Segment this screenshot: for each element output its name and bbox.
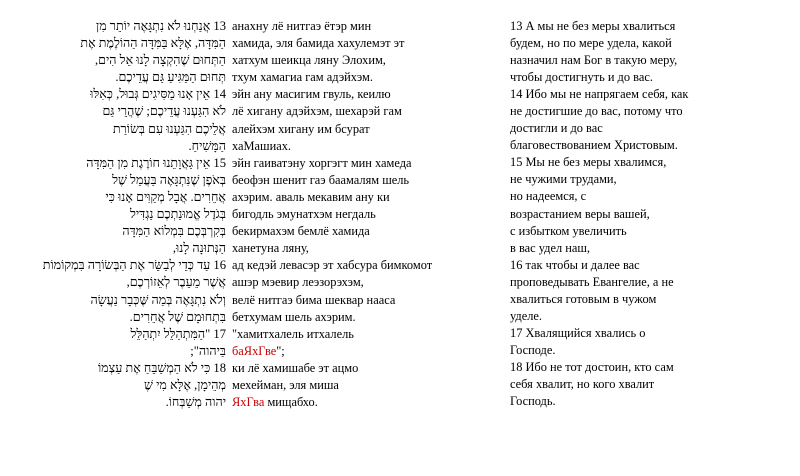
russian-line: будем, но по мере удела, какой [510, 36, 672, 51]
hebrew-line: לֹא הִגַּעְנוּ עֲדֵיכֶם; שֶׁהֲרֵי גַּם [102, 104, 226, 119]
transliteration-line [232, 343, 472, 360]
russian-line: не чужими трудами, [510, 172, 617, 187]
hebrew-line: הַתְּחוּם שֶׁהִקְצָה לָנוּ אֵל הִים, [94, 53, 226, 68]
russian-line: в вас удел наш, [510, 240, 590, 255]
transliteration-column [232, 18, 472, 411]
hebrew-line: 13 אֲנַחְנוּ לֹא נִתְגָּאֶה יוֹתֵר מִן [95, 19, 226, 33]
transliteration-line: хамида, эля бамида хахулемэт эт [232, 36, 405, 51]
russian-line: Господь. [510, 394, 556, 409]
russian-line: 16 так чтобы и далее вас [510, 257, 640, 272]
transliteration-line [232, 394, 472, 411]
transliteration-text: "хамитхалель итхалель [232, 326, 354, 341]
hebrew-line: אֲלֵיכֶם הִגַּעְנוּ עִם בְּשׂוֹרַת [112, 121, 226, 136]
russian-line: с избытком увеличить [510, 223, 627, 238]
transliteration-line: хаМашиах. [232, 138, 292, 153]
russian-line: назначил нам Бог в такую меру, [510, 53, 678, 68]
transliteration-line: бигодль эмунатхэм негдаль [232, 207, 376, 222]
hebrew-line: הַנְּתוּנָה לָנוּ, [172, 241, 226, 256]
divine-name: баЯхГве [232, 343, 277, 358]
russian-line: проповедывать Евангелие, а не [510, 274, 674, 289]
hebrew-line: 16 עַד כְּדֵי לְבַשֵּׂר אֶת הַבְּשׂוֹרָה בִּמְקוֹמוֹת [42, 258, 226, 273]
russian-line: возрастанием веры вашей, [510, 206, 650, 221]
russian-line: благовествованием Христовым. [510, 138, 678, 153]
transliteration-line: мехейман, эля миша [232, 377, 339, 392]
transliteration-line: бекирмахэм бемлё хамида [232, 224, 370, 239]
russian-line: 14 Ибо мы не напрягаем себя, как [510, 87, 689, 102]
hebrew-line: 14 אֵין אָנוּ מַסִּיגִים גְּבוּל, כְּאִלּוּ [90, 87, 226, 102]
hebrew-line: בַּיהוה"; [190, 343, 226, 358]
transliteration-line: эйн гаиватэну хоргэгт мин хамеда [232, 155, 412, 170]
russian-line: 18 Ибо не тот достоин, кто сам [510, 359, 674, 374]
hebrew-line: בִּתְחוּמָם שֶׁל אֲחֵרִים. [129, 309, 226, 324]
russian-line: себя хвалит, но кого хвалит [510, 376, 655, 391]
hebrew-line: בְּגֹדֶל אֱמוּנַתְכֶם נַגְדִּיל [129, 207, 226, 222]
transliteration-line: ад кедэй левасэр эт хабсура бимкомот [232, 258, 433, 273]
hebrew-line: הַמִּדָּה, אֶלָּא בַּמִּדָּה הַהוֹלֶמֶת אֶת [80, 36, 226, 51]
transliteration-line: лё хигану адэйхэм, шехарэй гам [232, 104, 402, 119]
hebrew-line: 18 כִּי לֹא הַמְשַׁבֵּחַ אֶת עַצְמוֹ [97, 360, 226, 375]
russian-line: 17 Хвалящийся хвались о [510, 325, 646, 340]
hebrew-line: וְלֹא נִתְגָּאֶה בְּמַה שֶּׁכְּבָר נַעֲשָׂה [90, 292, 226, 307]
russian-line: чтобы достигнуть и до вас. [510, 70, 653, 85]
transliteration-line [232, 326, 472, 343]
transliteration-line: ахэрим. аваль мекавим ану ки [232, 189, 390, 204]
hebrew-line: 17 "הַמִּתְהַלֵּל יִתְהַלֵּל [130, 326, 226, 341]
hebrew-column [42, 18, 226, 411]
transliteration-line: ханетуна ляну, [232, 241, 309, 256]
divine-name: ЯхГва [232, 395, 265, 410]
russian-line: 15 Мы не без меры хвалимся, [510, 155, 667, 170]
russian-line: достигли и до вас [510, 121, 603, 136]
transliteration-text: мищабхо. [264, 395, 318, 410]
russian-line: хвалиться готовым в чужом [510, 291, 657, 306]
hebrew-line: בְּקִרְבְּכֶם בִּמְלוֹא הַמִּדָּה [122, 224, 226, 239]
hebrew-line: מְהֵימָן, אֶלָּא מִי שֶׁ [144, 377, 226, 392]
transliteration-line: хатхум шеикца ляну Элохим, [232, 53, 386, 68]
transliteration-line: беофэн шенит гаэ баамалям шель [232, 172, 410, 187]
russian-line: уделе. [510, 308, 542, 323]
transliteration-line: алейхэм хигану им бсурат [232, 121, 370, 136]
transliteration-line: ашэр мэевир леэзорэхэм, [232, 275, 364, 290]
transliteration-line: тхум хамагиа гам адэйхэм. [232, 70, 373, 85]
transliteration-line: велё нитгаэ бима шеквар нааса [232, 292, 396, 307]
transliteration-line: бетхумам шель ахэрим. [232, 309, 356, 324]
transliteration-line: ки лё хамишабе эт ацмо [232, 360, 359, 375]
hebrew-line: הַמָּשִׁיחַ. [188, 138, 226, 153]
transliteration-line: эйн ану масигим гвуль, кеилю [232, 87, 391, 102]
russian-line: 13 А мы не без меры хвалиться [510, 19, 676, 33]
hebrew-line: אֲחֵרִים. אֲבָל מְקַוִּים אָנוּ כִּי [105, 189, 226, 204]
transliteration-line: анахну лё нитгаэ ётэр мин [232, 19, 372, 33]
hebrew-line: תְּחוּם הַמַּגִּיעַ גַּם עֲדֵיכֶם. [115, 70, 226, 85]
russian-translation-column [510, 18, 750, 410]
hebrew-line: בְּאֹפֶן שֶׁנִּתְגָּאֶה בַּעֲמַל שֶׁל [112, 172, 226, 187]
russian-line: не достигшие до вас, потому что [510, 104, 683, 119]
hebrew-line: 15 אֵין גַּאֲוָתֵנוּ חוֹרֶגֶת מִן הַמִּדָּה [86, 155, 226, 170]
hebrew-line: יהוה מְשַׁבְּחוֹ. [165, 395, 226, 410]
hebrew-line: אֲשֶׁר מֵעֵבֶר לְאֵזוֹרְכֶם, [126, 275, 226, 290]
russian-line: но надеемся, с [510, 189, 587, 204]
transliteration-text: "; [276, 343, 285, 358]
russian-line: Господе. [510, 342, 556, 357]
